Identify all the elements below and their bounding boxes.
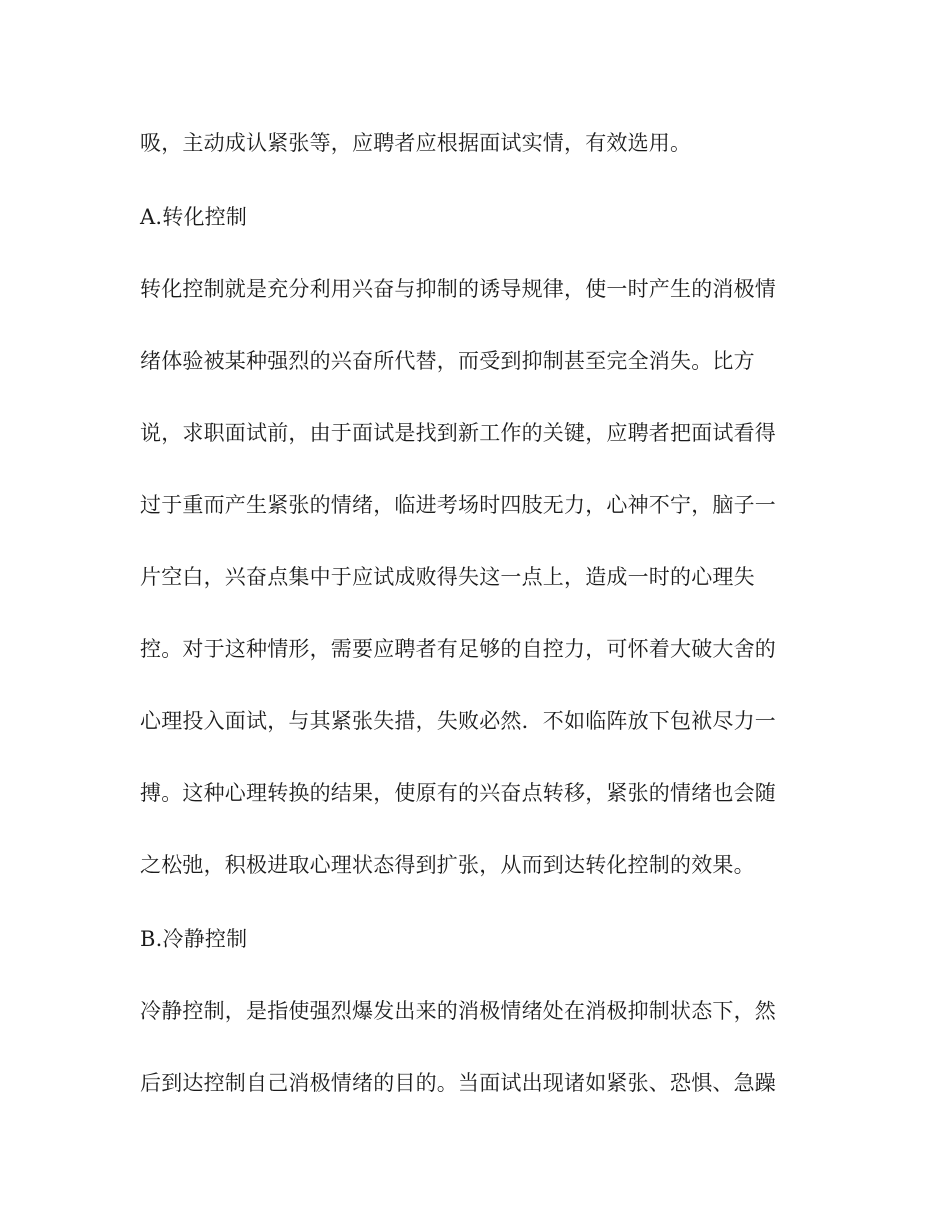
section-heading: A.转化控制 [140,205,248,229]
text-line: 控。对于这种情形，需要应聘者有足够的自控力，可怀着大破大舍的 [140,637,776,661]
text-line: 过于重而产生紧张的情绪，临进考场时四肢无力，心神不宁，脑子一 [140,493,776,517]
text-line: 说，求职面试前，由于面试是找到新工作的关键，应聘者把面试看得 [140,421,776,445]
section-heading: B.冷静控制 [140,927,248,951]
text-line: 吸，主动成认紧张等，应聘者应根据面试实情，有效选用。 [140,131,692,155]
text-line: 搏。这种心理转换的结果，使原有的兴奋点转移，紧张的情绪也会随 [140,781,776,805]
text-line: 之松弛，积极进取心理状态得到扩张，从而到达转化控制的效果。 [140,853,755,877]
text-line: 转化控制就是充分利用兴奋与抑制的诱导规律，使一时产生的消极情 [140,277,776,301]
text-line: 绪体验被某种强烈的兴奋所代替，而受到抑制甚至完全消失。比方 [140,349,755,373]
text-line: 心理投入面试，与其紧张失措，失败必然．不如临阵放下包袱尽力一 [140,709,776,733]
text-line: 片空白，兴奋点集中于应试成败得失这一点上，造成一时的心理失 [140,565,755,589]
text-line: 后到达控制自己消极情绪的目的。当面试出现诸如紧张、恐惧、急躁 [140,1071,776,1095]
text-line: 冷静控制，是指使强烈爆发出来的消极情绪处在消极抑制状态下，然 [140,999,776,1023]
